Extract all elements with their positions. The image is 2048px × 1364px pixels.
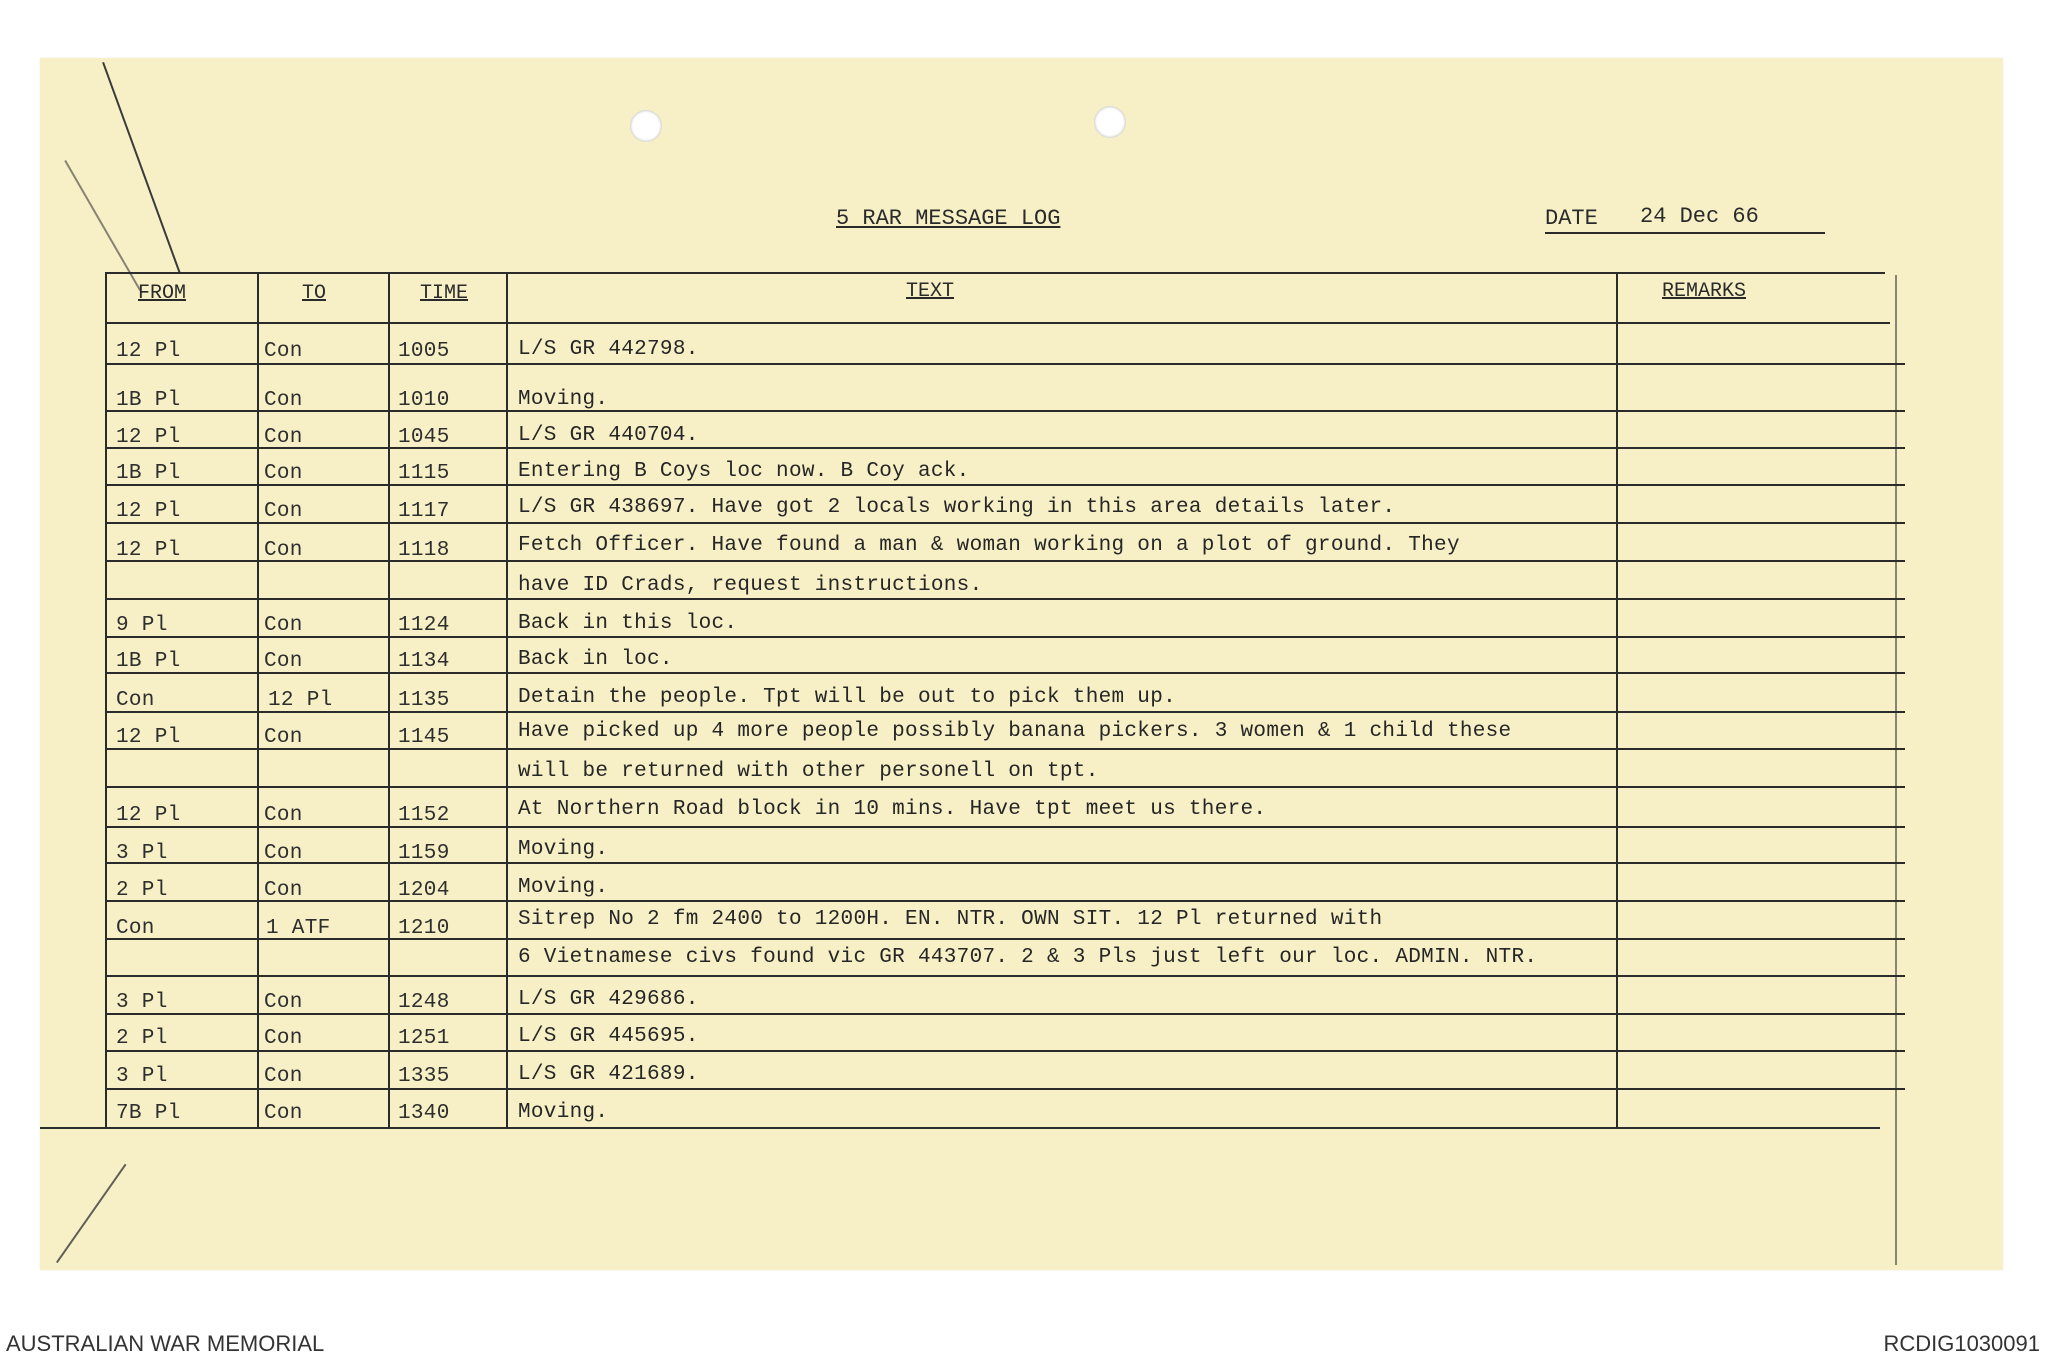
time-cell: 1248: [398, 991, 450, 1014]
row-rule-line: [105, 484, 1905, 486]
row-rule-line: [105, 826, 1905, 828]
from-cell: 3 Pl: [116, 1065, 168, 1088]
time-cell: 1118: [398, 539, 450, 562]
time-cell: 1204: [398, 879, 450, 902]
from-cell: 12 Pl: [116, 804, 181, 827]
row-rule-line: [40, 1127, 1880, 1129]
row-rule-line: [105, 522, 1905, 524]
text-cell: have ID Crads, request instructions.: [518, 574, 983, 597]
text-cell: 6 Vietnamese civs found vic GR 443707. 2 & 3 Pls just left our loc. ADMIN. NTR.: [518, 946, 1538, 969]
time-cell: 1340: [398, 1102, 450, 1125]
page-title: 5 RAR MESSAGE LOG: [836, 206, 1061, 231]
header-bottom-border: [105, 322, 1890, 324]
to-cell: Con: [264, 879, 303, 902]
table-left-border: [105, 272, 107, 1129]
time-cell: 1159: [398, 842, 450, 865]
time-cell: 1117: [398, 500, 450, 523]
from-cell: 3 Pl: [116, 991, 168, 1014]
row-rule-line: [105, 1050, 1905, 1052]
col-divider-time: [506, 272, 508, 1129]
text-cell: Moving.: [518, 838, 609, 861]
text-cell: Have picked up 4 more people possibly banana pickers. 3 women & 1 child these: [518, 720, 1512, 743]
to-cell: Con: [264, 462, 303, 485]
from-cell: 12 Pl: [116, 426, 181, 449]
row-rule-line: [105, 1088, 1905, 1090]
text-cell: L/S GR 438697. Have got 2 locals working in this area details later.: [518, 496, 1396, 519]
from-cell: 7B Pl: [116, 1102, 181, 1125]
col-divider-from: [257, 272, 259, 1129]
time-cell: 1335: [398, 1065, 450, 1088]
text-cell: Fetch Officer. Have found a man & woman working on a plot of ground. They: [518, 534, 1460, 557]
row-rule-line: [105, 363, 1905, 365]
time-cell: 1135: [398, 689, 450, 712]
text-cell: Moving.: [518, 388, 609, 411]
row-rule-line: [105, 938, 1905, 940]
row-rule-line: [105, 975, 1905, 977]
text-cell: Moving.: [518, 1101, 609, 1124]
row-rule-line: [105, 900, 1905, 902]
row-rule-line: [105, 1013, 1905, 1015]
to-cell: Con: [264, 991, 303, 1014]
text-cell: L/S GR 445695.: [518, 1025, 699, 1048]
to-cell: Con: [264, 500, 303, 523]
time-cell: 1152: [398, 804, 450, 827]
from-cell: 2 Pl: [116, 1027, 168, 1050]
punch-hole: [630, 110, 662, 142]
text-cell: Detain the people. Tpt will be out to pick them up.: [518, 686, 1177, 709]
to-cell: Con: [264, 1065, 303, 1088]
from-cell: 1B Pl: [116, 389, 181, 412]
to-cell: Con: [264, 389, 303, 412]
text-cell: will be returned with other personell on tpt.: [518, 760, 1099, 783]
time-cell: 1124: [398, 614, 450, 637]
from-cell: 2 Pl: [116, 879, 168, 902]
to-cell: Con: [264, 1027, 303, 1050]
header-time: TIME: [420, 282, 469, 305]
to-cell: Con: [264, 1102, 303, 1125]
header-to: TO: [302, 282, 327, 305]
from-cell: Con: [116, 689, 155, 712]
from-cell: 12 Pl: [116, 726, 181, 749]
text-cell: At Northern Road block in 10 mins. Have tpt meet us there.: [518, 798, 1267, 821]
date-underline: [1545, 232, 1825, 234]
to-cell: Con: [264, 804, 303, 827]
time-cell: 1045: [398, 426, 450, 449]
col-divider-text: [1616, 272, 1618, 1129]
time-cell: 1005: [398, 340, 450, 363]
header-from: FROM: [138, 282, 187, 305]
table-top-border: [105, 272, 1885, 274]
date-label: DATE: [1545, 206, 1598, 231]
from-cell: 1B Pl: [116, 650, 181, 673]
time-cell: 1145: [398, 726, 450, 749]
to-cell: Con: [264, 426, 303, 449]
from-cell: 1B Pl: [116, 462, 181, 485]
col-divider-to: [388, 272, 390, 1129]
time-cell: 1210: [398, 917, 450, 940]
to-cell: Con: [264, 726, 303, 749]
row-rule-line: [105, 636, 1905, 638]
to-cell: Con: [264, 614, 303, 637]
row-rule-line: [105, 862, 1905, 864]
time-cell: 1134: [398, 650, 450, 673]
row-rule-line: [105, 711, 1905, 713]
punch-hole: [1094, 106, 1126, 138]
row-rule-line: [105, 598, 1905, 600]
text-cell: L/S GR 421689.: [518, 1063, 699, 1086]
from-cell: 3 Pl: [116, 842, 168, 865]
time-cell: 1115: [398, 462, 450, 485]
archive-id: RCDIG1030091: [1883, 1331, 2040, 1356]
row-rule-line: [105, 560, 1905, 562]
text-cell: Back in this loc.: [518, 612, 738, 635]
archive-credit: AUSTRALIAN WAR MEMORIAL: [6, 1331, 325, 1356]
table-right-border: [1895, 275, 1897, 1265]
row-rule-line: [105, 786, 1905, 788]
from-cell: 12 Pl: [116, 500, 181, 523]
text-cell: L/S GR 429686.: [518, 988, 699, 1011]
row-rule-line: [105, 447, 1905, 449]
text-cell: L/S GR 440704.: [518, 424, 699, 447]
time-cell: 1010: [398, 389, 450, 412]
text-cell: Entering B Coys loc now. B Coy ack.: [518, 460, 970, 483]
text-cell: L/S GR 442798.: [518, 338, 699, 361]
date-value: 24 Dec 66: [1640, 204, 1759, 229]
text-cell: Sitrep No 2 fm 2400 to 1200H. EN. NTR. OWN SIT. 12 Pl returned with: [518, 908, 1383, 931]
from-cell: 12 Pl: [116, 340, 181, 363]
to-cell: 1 ATF: [266, 917, 331, 940]
header-text: TEXT: [906, 280, 955, 303]
row-rule-line: [105, 672, 1905, 674]
to-cell: Con: [264, 842, 303, 865]
to-cell: Con: [264, 650, 303, 673]
to-cell: Con: [264, 539, 303, 562]
to-cell: 12 Pl: [268, 689, 333, 712]
row-rule-line: [105, 410, 1905, 412]
text-cell: Moving.: [518, 876, 609, 899]
header-remarks: REMARKS: [1662, 280, 1747, 303]
from-cell: 9 Pl: [116, 614, 168, 637]
from-cell: Con: [116, 917, 155, 940]
time-cell: 1251: [398, 1027, 450, 1050]
text-cell: Back in loc.: [518, 648, 673, 671]
row-rule-line: [105, 748, 1905, 750]
to-cell: Con: [264, 340, 303, 363]
from-cell: 12 Pl: [116, 539, 181, 562]
